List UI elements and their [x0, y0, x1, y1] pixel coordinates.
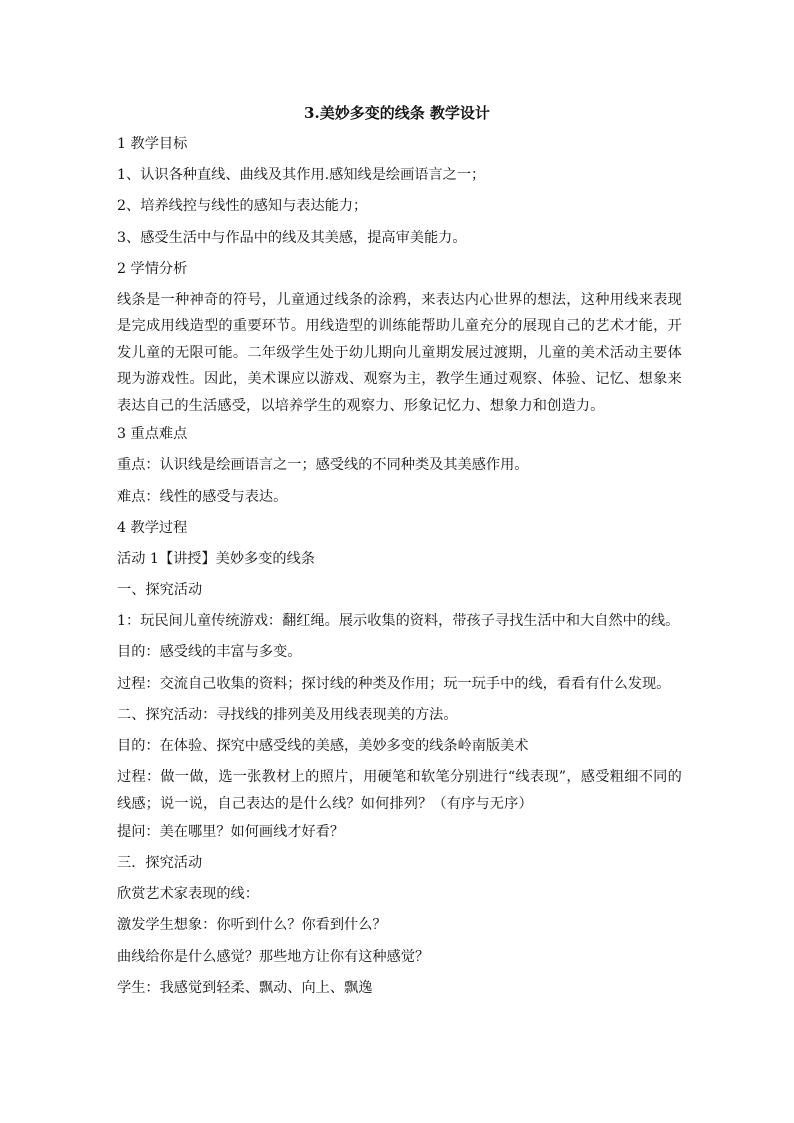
heading-student-analysis: 2 学情分析 [117, 260, 188, 277]
heading-teaching-process: 4 教学过程 [117, 519, 188, 536]
appreciation-text: 欣赏艺术家表现的线： [117, 886, 259, 903]
section-one-process: 过程：交流自己收集的资料；探讨线的种类及作用；玩一玩手中的线，看看有什么发现。 [117, 675, 671, 692]
student-response: 学生：我感觉到轻柔、飘动、向上、飘逸 [117, 979, 373, 996]
curve-feeling-question: 曲线给你是什么感觉？那些地方让你有这种感觉？ [117, 948, 430, 965]
analysis-paragraph: 线条是一种神奇的符号，儿童通过线条的涂鸦，来表达内心世界的想法，这种用线来表现是完成用线造型的重要环节。用线造型的训练能帮助儿童充分的展现自己的艺术才能，开发儿童的无限可能。二年级学生处于幼儿期向儿童期发展过渡期，儿童的美术活动主要体现为游戏性。因此，美术课应以游戏、观察为主，教学生通过观察、体验、记忆、想象来表达自己的生活感受，以培养学生的观察力、形象记忆力、想象力和创造力。 [117, 291, 682, 414]
imagination-prompt: 激发学生想象：你听到什么？你看到什么？ [117, 917, 387, 934]
section-one-purpose: 目的：感受线的丰富与多变。 [117, 644, 302, 661]
section-two-purpose: 目的：在体验、探究中感受线的美感，美妙多变的线条岭南版美术 [117, 738, 529, 754]
section-two-heading: 二、探究活动：寻找线的排列美及用线表现美的方法。 [117, 706, 458, 723]
key-point-text: 重点：认识线是绘画语言之一；感受线的不同种类及其美感作用。 [117, 457, 529, 474]
section-one-step: 1：玩民间儿童传统游戏：翻红绳。展示收集的资料，带孩子寻找生活中和大自然中的线。 [117, 613, 680, 630]
difficulty-text: 难点：线性的感受与表达。 [117, 488, 288, 505]
activity-title: 活动 1【讲授】美妙多变的线条 [117, 550, 315, 567]
heading-key-points: 3 重点难点 [117, 426, 188, 443]
section-three-heading: 三．探究活动 [117, 855, 203, 872]
section-one-heading: 一、探究活动 [117, 582, 203, 599]
document-title: 3.美妙多变的线条 教学设计 [304, 104, 490, 122]
document-body [117, 134, 682, 1009]
heading-teaching-goals: 1 教学目标 [117, 136, 188, 152]
goal-item-2: 2、培养线控与线性的感知与表达能力； [117, 198, 368, 215]
goal-item-3: 3、感受生活中与作品中的线及其美感，提高审美能力。 [117, 229, 467, 246]
question-text: 提问：美在哪里？如何画线才好看？ [117, 823, 345, 840]
section-two-process: 过程：做一做，选一张教材上的照片，用硬笔和软笔分别进行“线表现”，感受粗细不同的线感；说一说，自己表达的是什么线？如何排列？（有序与无序） [117, 769, 682, 812]
goal-item-1: 1、认识各种直线、曲线及其作用.感知线是绘画语言之一； [117, 167, 486, 184]
